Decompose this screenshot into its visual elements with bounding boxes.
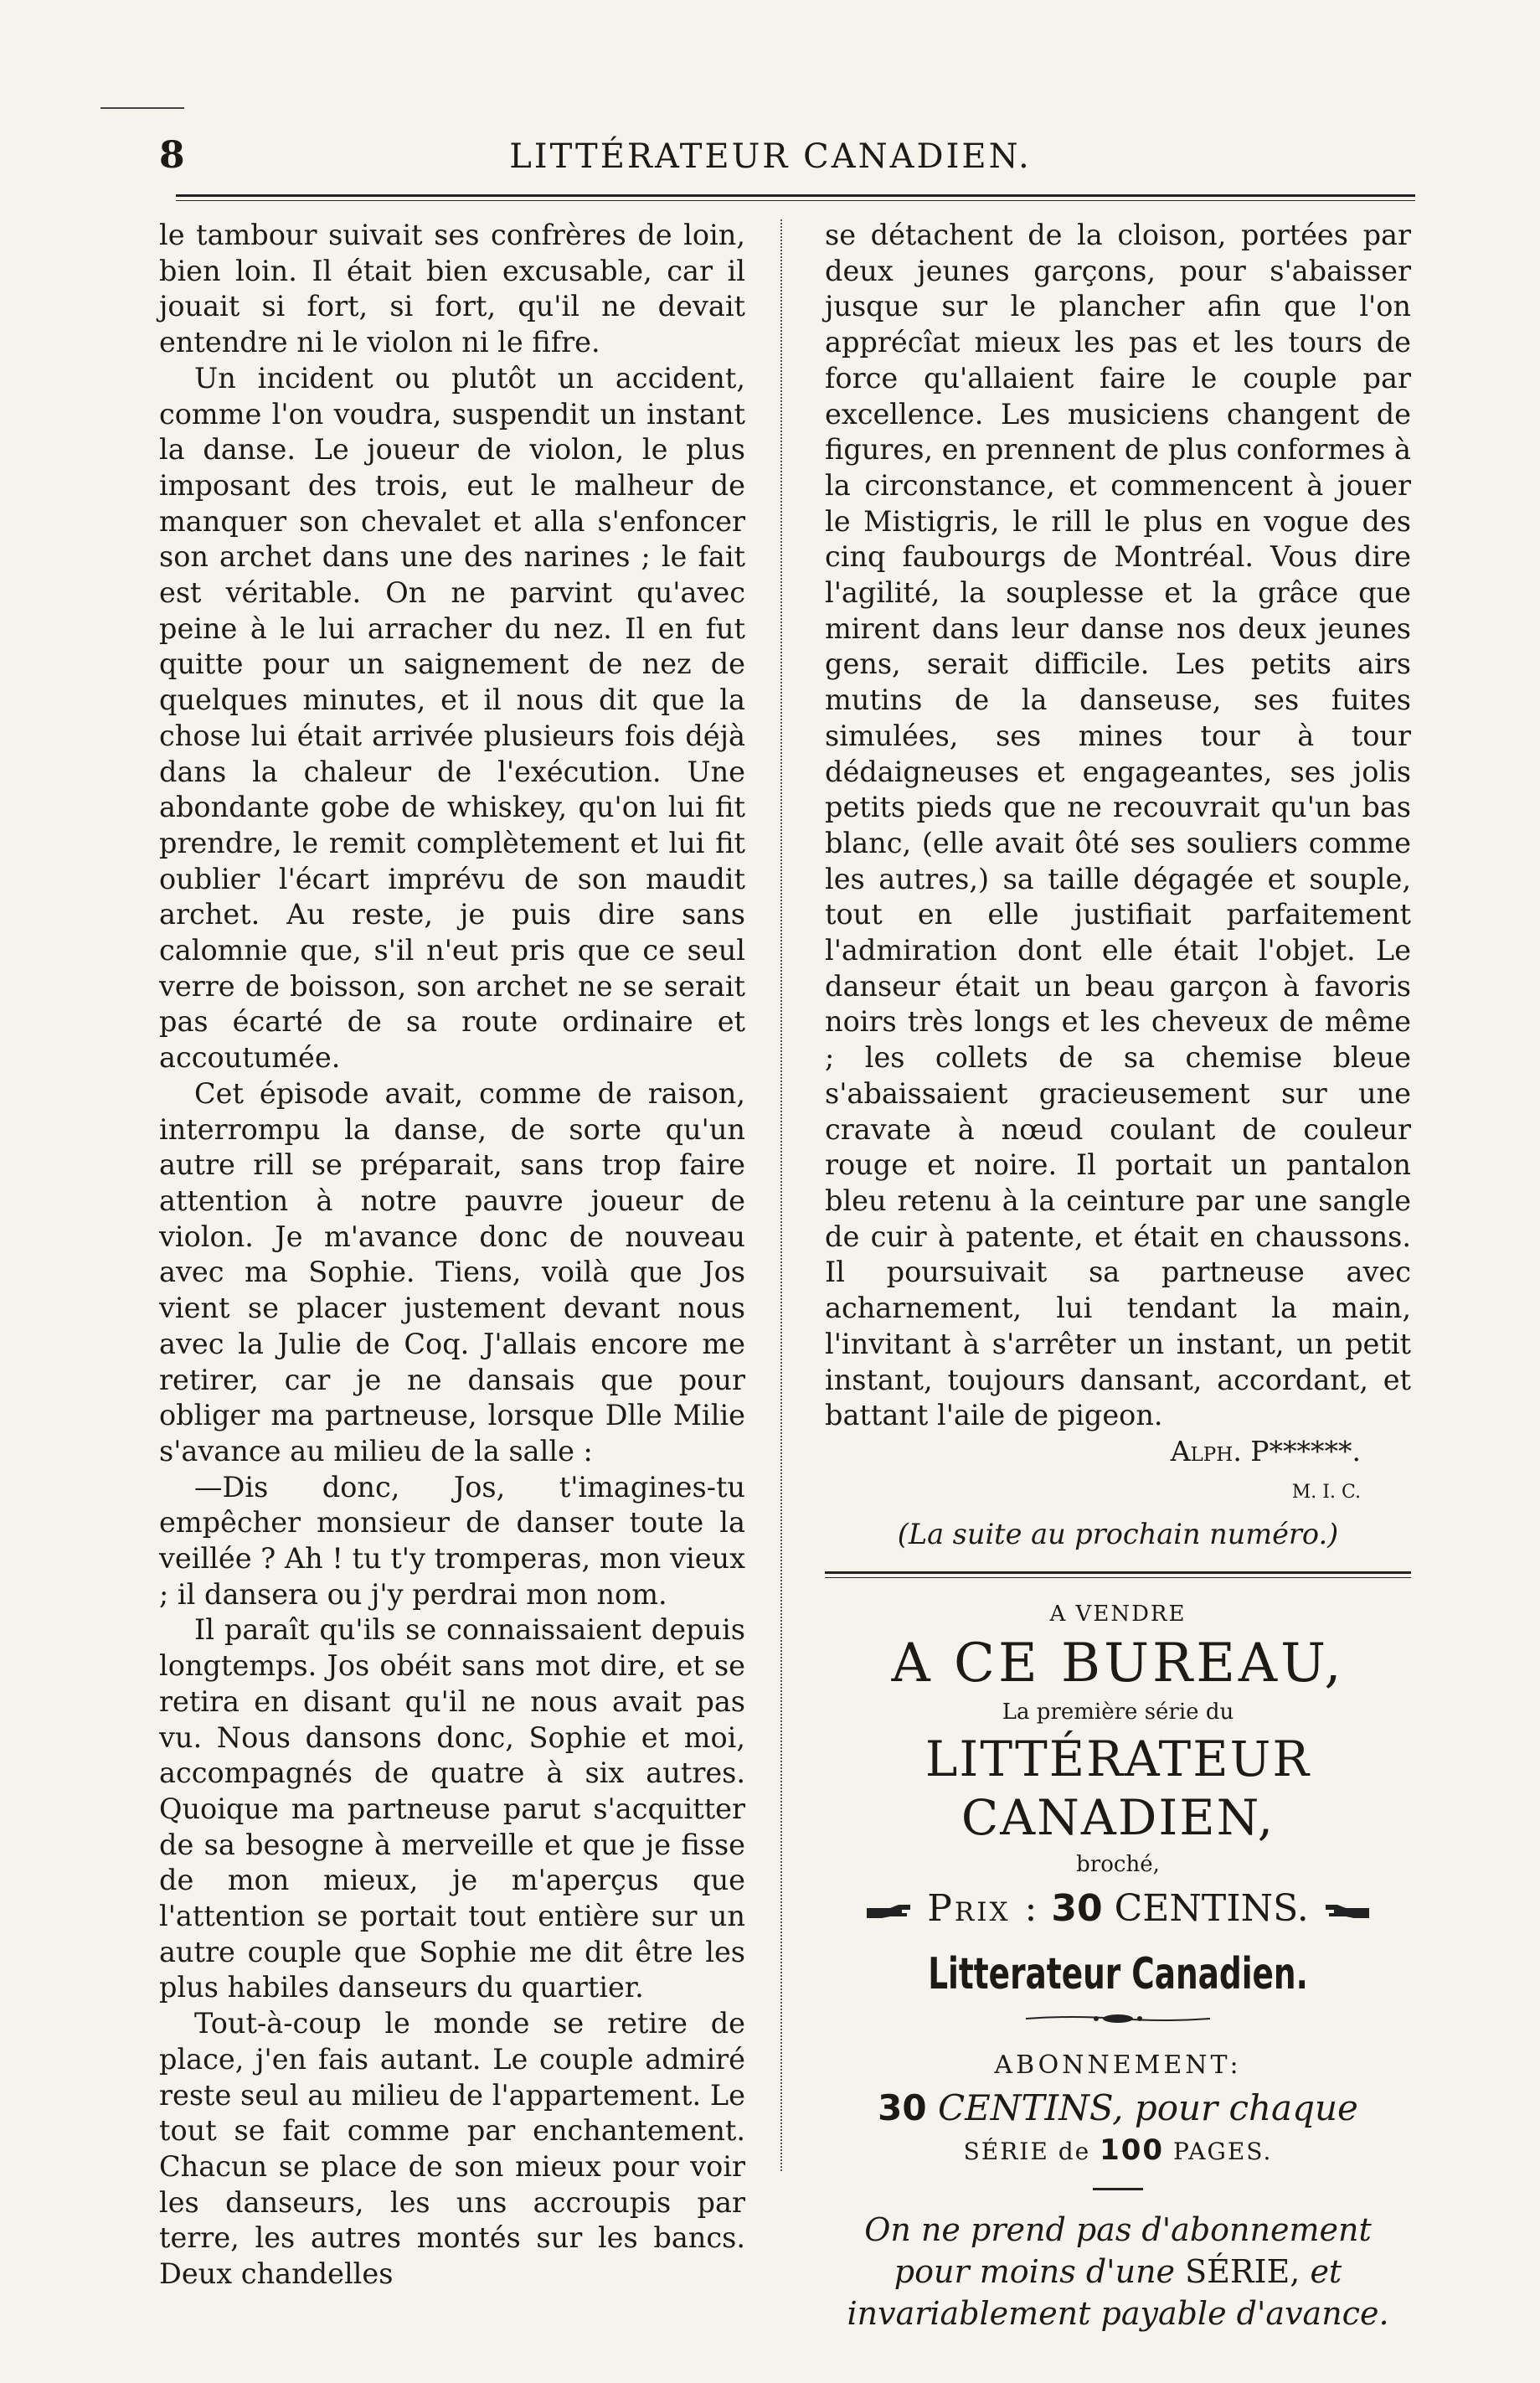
paragraph: se détachent de la cloison, portées par deux jeunes garçons, pour s'abaisser jusque sur le plancher afin que l'on apprécîat mieux les pas et les tours de force qu'allaient faire le couple par excellence. Les musiciens changent de figures, en prennent de plus conformes à la circonstance, et commencent à jouer le Mistigris, le rill le plus en vogue des cinq faubourgs de Montréal. Vous dire l'agilité, la souplesse et la grâce que mirent dans leur danse nos deux jeunes gens, serait difficile. Les petits airs mutins de la danseuse, ses fuites simulées, ses mines tour à tour dédaigneuses et engageantes, ses jolis petits pieds que ne recouvrait qu'un bas blanc, (elle avait ôté ses souliers comme les autres,) sa taille dégagée et souple, tout en elle justifiait parfaitement l'admiration dont elle était l'objet. Le danseur était un beau garçon à favoris noirs très longs et les cheveux de même ; les collets de sa chemise bleue s'abaissaient gracieusement sur une cravate à nœud coulant de couleur rouge et noire. Il portait un pantalon bleu retenu à la ceinture par une sangle de cuir à patente, et était en chaussons. Il poursuivait sa partneuse avec acharnement, lui tendant la main, l'invitant à s'arrêter un instant, un petit instant, toujours dansant, accordant, et battant l'aile de pigeon. (825, 219, 1411, 1432)
pointing-hand-right-icon (865, 1901, 915, 1921)
offer-serie: SÉRIE de (963, 2137, 1091, 2165)
left-column (159, 218, 745, 2293)
ornamental-rule-icon (1026, 2012, 1210, 2025)
ad-first-series: La première série du (1002, 1699, 1234, 1725)
scan-artifact-rule (100, 107, 184, 109)
paragraph: Il paraît qu'ils se connaissaient depuis longtemps. Jos obéit sans mot dire, et se retira en disant qu'il ne nous avait pas vu. Nous dansons donc, Sophie et moi, accompagnés de quatre à six autres. Quoique ma partneuse parut s'acquitter de sa besogne à merveille et que je fisse de mon mieux, je m'aperçus que l'attention se portait tout entière sur un autre couple que Sophie me dit être les plus habiles danseurs du quartier. (159, 1613, 745, 2004)
ad-price-line (825, 1883, 1411, 1935)
subscription-offer (825, 2084, 1411, 2133)
subscription-note (825, 2209, 1411, 2334)
offer-pages-number: 100 (1100, 2133, 1165, 2167)
price-value: 30 (1051, 1887, 1103, 1931)
offer-text: CENTINS, pour chaque (937, 2086, 1358, 2128)
right-column (825, 218, 1411, 2334)
price-unit: CENTINS. (1114, 1887, 1309, 1931)
masthead-title: Litterateur Canadien. (928, 1949, 1308, 2000)
paragraph: Cet épisode avait, comme de raison, interrompu la danse, de sorte qu'un autre rill se préparait, sans trop faire attention à notre pauvre joueur de violon. Je m'avance donc de nouveau avec ma Sophie. Tiens, voilà que Jos vient se placer justement devant nous avec la Julie de Coq. J'allais encore me retirer, car je ne dansais que pour obliger ma partneuse, lorsque Dlle Milie s'avance au milieu de la salle : (159, 1076, 745, 1467)
paragraph: Tout-à-coup le monde se retire de place, j'en fais autant. Le couple admiré reste seul au milieu de l'appartement. Le tout se fait comme par enchantement. Chacun se place de son mieux pour voir les danseurs, les uns accroupis par terre, les autres montés sur les bancs. Deux chandelles (159, 2007, 745, 2291)
note-serie: SÉRIE, (1185, 2253, 1301, 2291)
continuation-note: (La suite au prochain numéro.) (897, 1518, 1339, 1551)
author-initials: M. I. C. (1291, 1481, 1361, 1503)
ad-publication-title: LITTÉRATEUR CANADIEN, (925, 1731, 1311, 1847)
header-double-rule (176, 194, 1415, 201)
running-title: LITTÉRATEUR CANADIEN. (509, 137, 1032, 176)
offer-pages: PAGES. (1173, 2137, 1273, 2165)
ad-at-office: A CE BUREAU, (891, 1632, 1345, 1694)
price-label: Prix : (927, 1887, 1040, 1931)
offer-number: 30 (878, 2086, 927, 2128)
page-header (126, 134, 1415, 184)
advert-top-rule (825, 1571, 1411, 1578)
paragraph: Un incident ou plutôt un accident, comme l'on voudra, suspendit un instant la danse. Le joueur de violon, le plus imposant des trois, eut le malheur de manquer son chevalet et alla s'enfoncer son archet dans une des narines ; le fait est véritable. On ne parvint qu'avec peine à le lui arracher du nez. Il en fut quitte pour un saignement de nez de quelques minutes, et il nous dit que la chose lui était arrivée plusieurs fois déjà dans la chaleur de l'exécution. Une abondante gobe de whiskey, qu'on lui fit prendre, le remit complètement et lui fit oublier l'écart imprévu de son maudit archet. Au reste, je puis dire sans calomnie que, s'il n'eut pris que ce seul verre de boisson, son archet ne se serait pas écarté de sa route ordinaire et accoutumée. (159, 361, 745, 1075)
subscription-heading: ABONNEMENT: (994, 2050, 1242, 2080)
column-divider (780, 219, 782, 2171)
author-signature: Alph. P******. (1170, 1434, 1361, 1467)
advertisement (825, 1596, 1411, 2334)
page-number: 8 (159, 134, 185, 177)
paragraph: —Dis donc, Jos, t'imagines-tu empêcher monsieur de danser toute la veillée ? Ah ! tu t'y tromperas, mon vieux ; il dansera ou j'y perdrai mon nom. (159, 1470, 745, 1611)
ad-for-sale: A VENDRE (1049, 1602, 1187, 1627)
ad-binding: broché, (1076, 1852, 1160, 1878)
subscription-offer-series (825, 2133, 1411, 2170)
pointing-hand-left-icon (1321, 1901, 1371, 1921)
note-part-b: et invariablement payable d'avance. (847, 2253, 1389, 2333)
note-part-a: On ne prend pas d'abonnement pour moins d'une (864, 2211, 1372, 2291)
short-rule (1093, 2188, 1143, 2190)
paragraph: le tambour suivait ses confrères de loin, bien loin. Il était bien excusable, car il jouait si fort, si fort, qu'il ne devait entendre ni le violon ni le fifre. (159, 219, 745, 359)
